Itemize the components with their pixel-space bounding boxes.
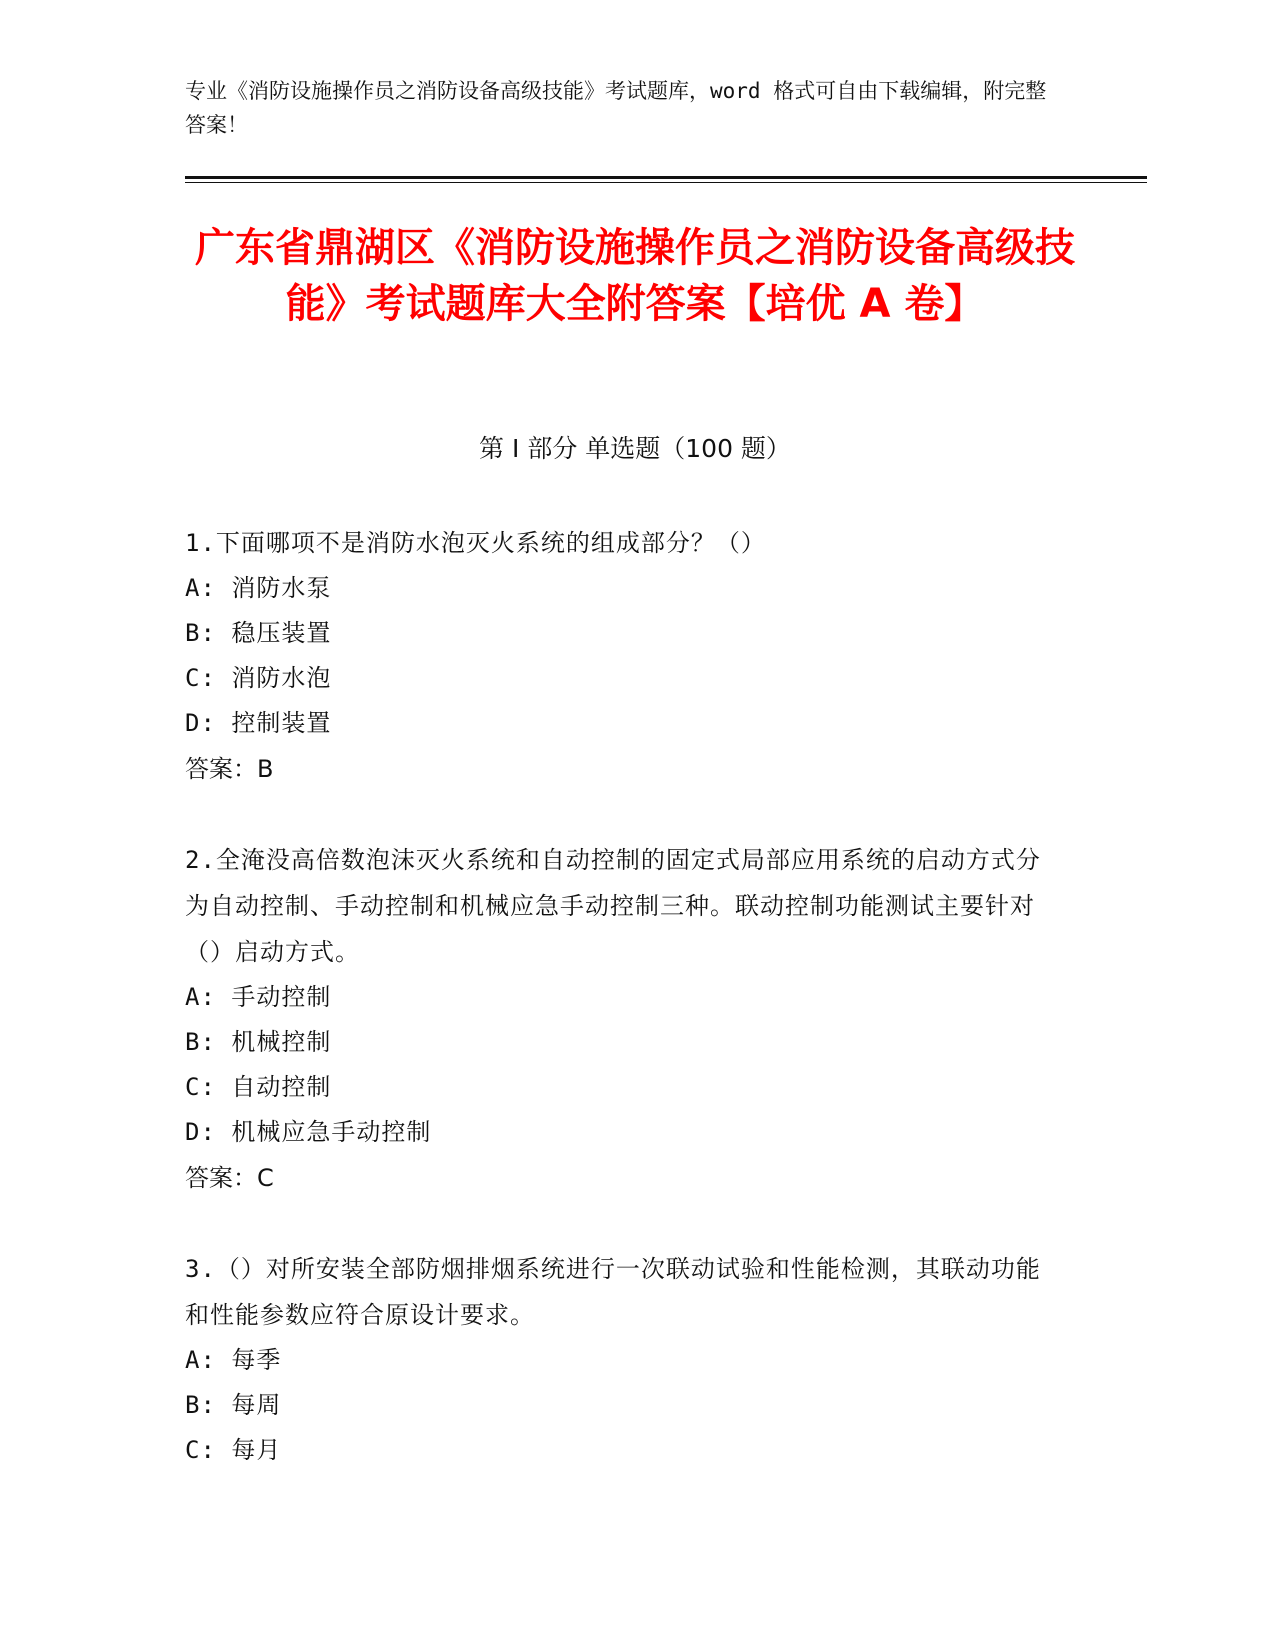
option-d: D: 机械应急手动控制: [185, 1118, 432, 1146]
question-stem: 3.（）对所安装全部防烟排烟系统进行一次联动试验和性能检测，其联动功能和性能参数应符合原设计要求。: [185, 1255, 1041, 1329]
option-c: C: 自动控制: [185, 1073, 332, 1101]
answer: 答案：B: [185, 755, 274, 783]
option-c: C: 每月: [185, 1436, 282, 1464]
section-title: 第 I 部分 单选题（100 题）: [479, 434, 791, 463]
question-2: [185, 837, 1065, 1201]
header-divider-thin: [185, 182, 1147, 183]
header-note: 专业《消防设施操作员之消防设备高级技能》考试题库，word 格式可自由下载编辑，附完整答案！: [185, 79, 1047, 137]
option-b: B: 机械控制: [185, 1028, 332, 1056]
option-d: D: 控制装置: [185, 709, 332, 737]
option-b: B: 稳压装置: [185, 619, 332, 647]
question-3: [185, 1246, 1065, 1473]
option-a: A: 手动控制: [185, 983, 332, 1011]
question-stem: 2.全淹没高倍数泡沫灭火系统和自动控制的固定式局部应用系统的启动方式分为自动控制、手动控制和机械应急手动控制三种。联动控制功能测试主要针对（）启动方式。: [185, 846, 1041, 966]
question-list: [185, 520, 1065, 1518]
document-title: 广东省鼎湖区《消防设施操作员之消防设备高级技能》考试题库大全附答案【培优 A 卷】: [195, 225, 1075, 327]
option-a: A: 消防水泵: [185, 574, 332, 602]
option-a: A: 每季: [185, 1346, 282, 1374]
header-divider-thick: [185, 176, 1147, 179]
question-stem: 1.下面哪项不是消防水泡灭火系统的组成部分？（）: [185, 529, 766, 557]
question-1: [185, 520, 1065, 792]
answer: 答案：C: [185, 1164, 274, 1192]
option-c: C: 消防水泡: [185, 664, 332, 692]
option-b: B: 每周: [185, 1391, 282, 1419]
